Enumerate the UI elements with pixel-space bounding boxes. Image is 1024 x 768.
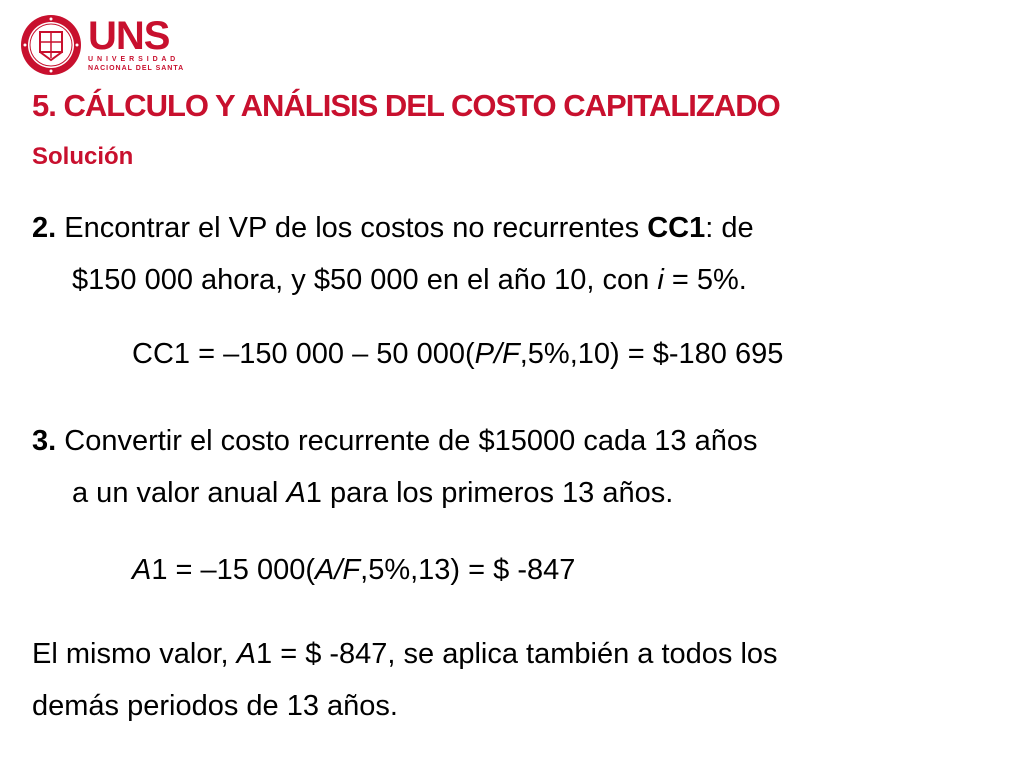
formula-a1-factor: A/F	[315, 554, 361, 586]
item-2-line-2-b: = 5%.	[663, 264, 747, 296]
item-2-line-2	[32, 254, 984, 306]
item-3-line-2-a: a un valor anual	[72, 477, 287, 509]
item-2-paragraph	[32, 202, 984, 306]
formula-a1	[132, 554, 575, 587]
formula-cc1	[132, 338, 783, 371]
closing-paragraph	[32, 628, 984, 732]
item-2-text-b: : de	[705, 212, 754, 244]
formula-cc1-a: CC1 = –150 000 – 50 000(	[132, 338, 475, 370]
item-2-line-2-a: $150 000 ahora, y $50 000 en el año 10, con	[72, 264, 658, 296]
item-3-line-2	[32, 467, 984, 519]
item-2-text-a: Encontrar el VP de los costos no recurrentes	[56, 212, 648, 244]
brand-subtitle: U N I V E R S I D A D NACIONAL DEL SANTA	[88, 56, 185, 72]
slide-subtitle: Solución	[32, 143, 134, 170]
item-3-line-2-italic: A	[286, 477, 306, 509]
item-2-line-2-italic: i	[657, 264, 664, 296]
closing-italic: A	[236, 638, 257, 670]
item-2-bold-term: CC1	[647, 212, 706, 244]
formula-cc1-b: ,5%,10) = $-180 695	[519, 338, 784, 370]
slide-title: 5. CÁLCULO Y ANÁLISIS DEL COSTO CAPITALIZADO	[32, 88, 780, 123]
formula-a1-var: A	[132, 554, 152, 586]
formula-a1-a: 1 = –15 000(	[151, 554, 316, 586]
item-3-paragraph	[32, 415, 984, 519]
item-3-text-a: Convertir el costo recurrente de $15000 cada 13 años	[56, 425, 758, 457]
item-3-line-2-b: 1 para los primeros 13 años.	[305, 477, 674, 509]
formula-a1-b: ,5%,13) = $ -847	[360, 554, 576, 586]
item-2-number: 2.	[32, 212, 57, 244]
university-seal-icon	[20, 14, 82, 76]
closing-line-2: demás periodos de 13 años.	[32, 690, 398, 722]
item-3-number: 3.	[32, 425, 57, 457]
closing-text-a: El mismo valor,	[32, 638, 237, 670]
brand-name: UNS	[88, 14, 170, 58]
university-logo	[20, 14, 184, 76]
formula-cc1-factor: P/F	[474, 338, 520, 370]
closing-text-b: 1 = $ -847, se aplica también a todos los	[256, 638, 778, 670]
